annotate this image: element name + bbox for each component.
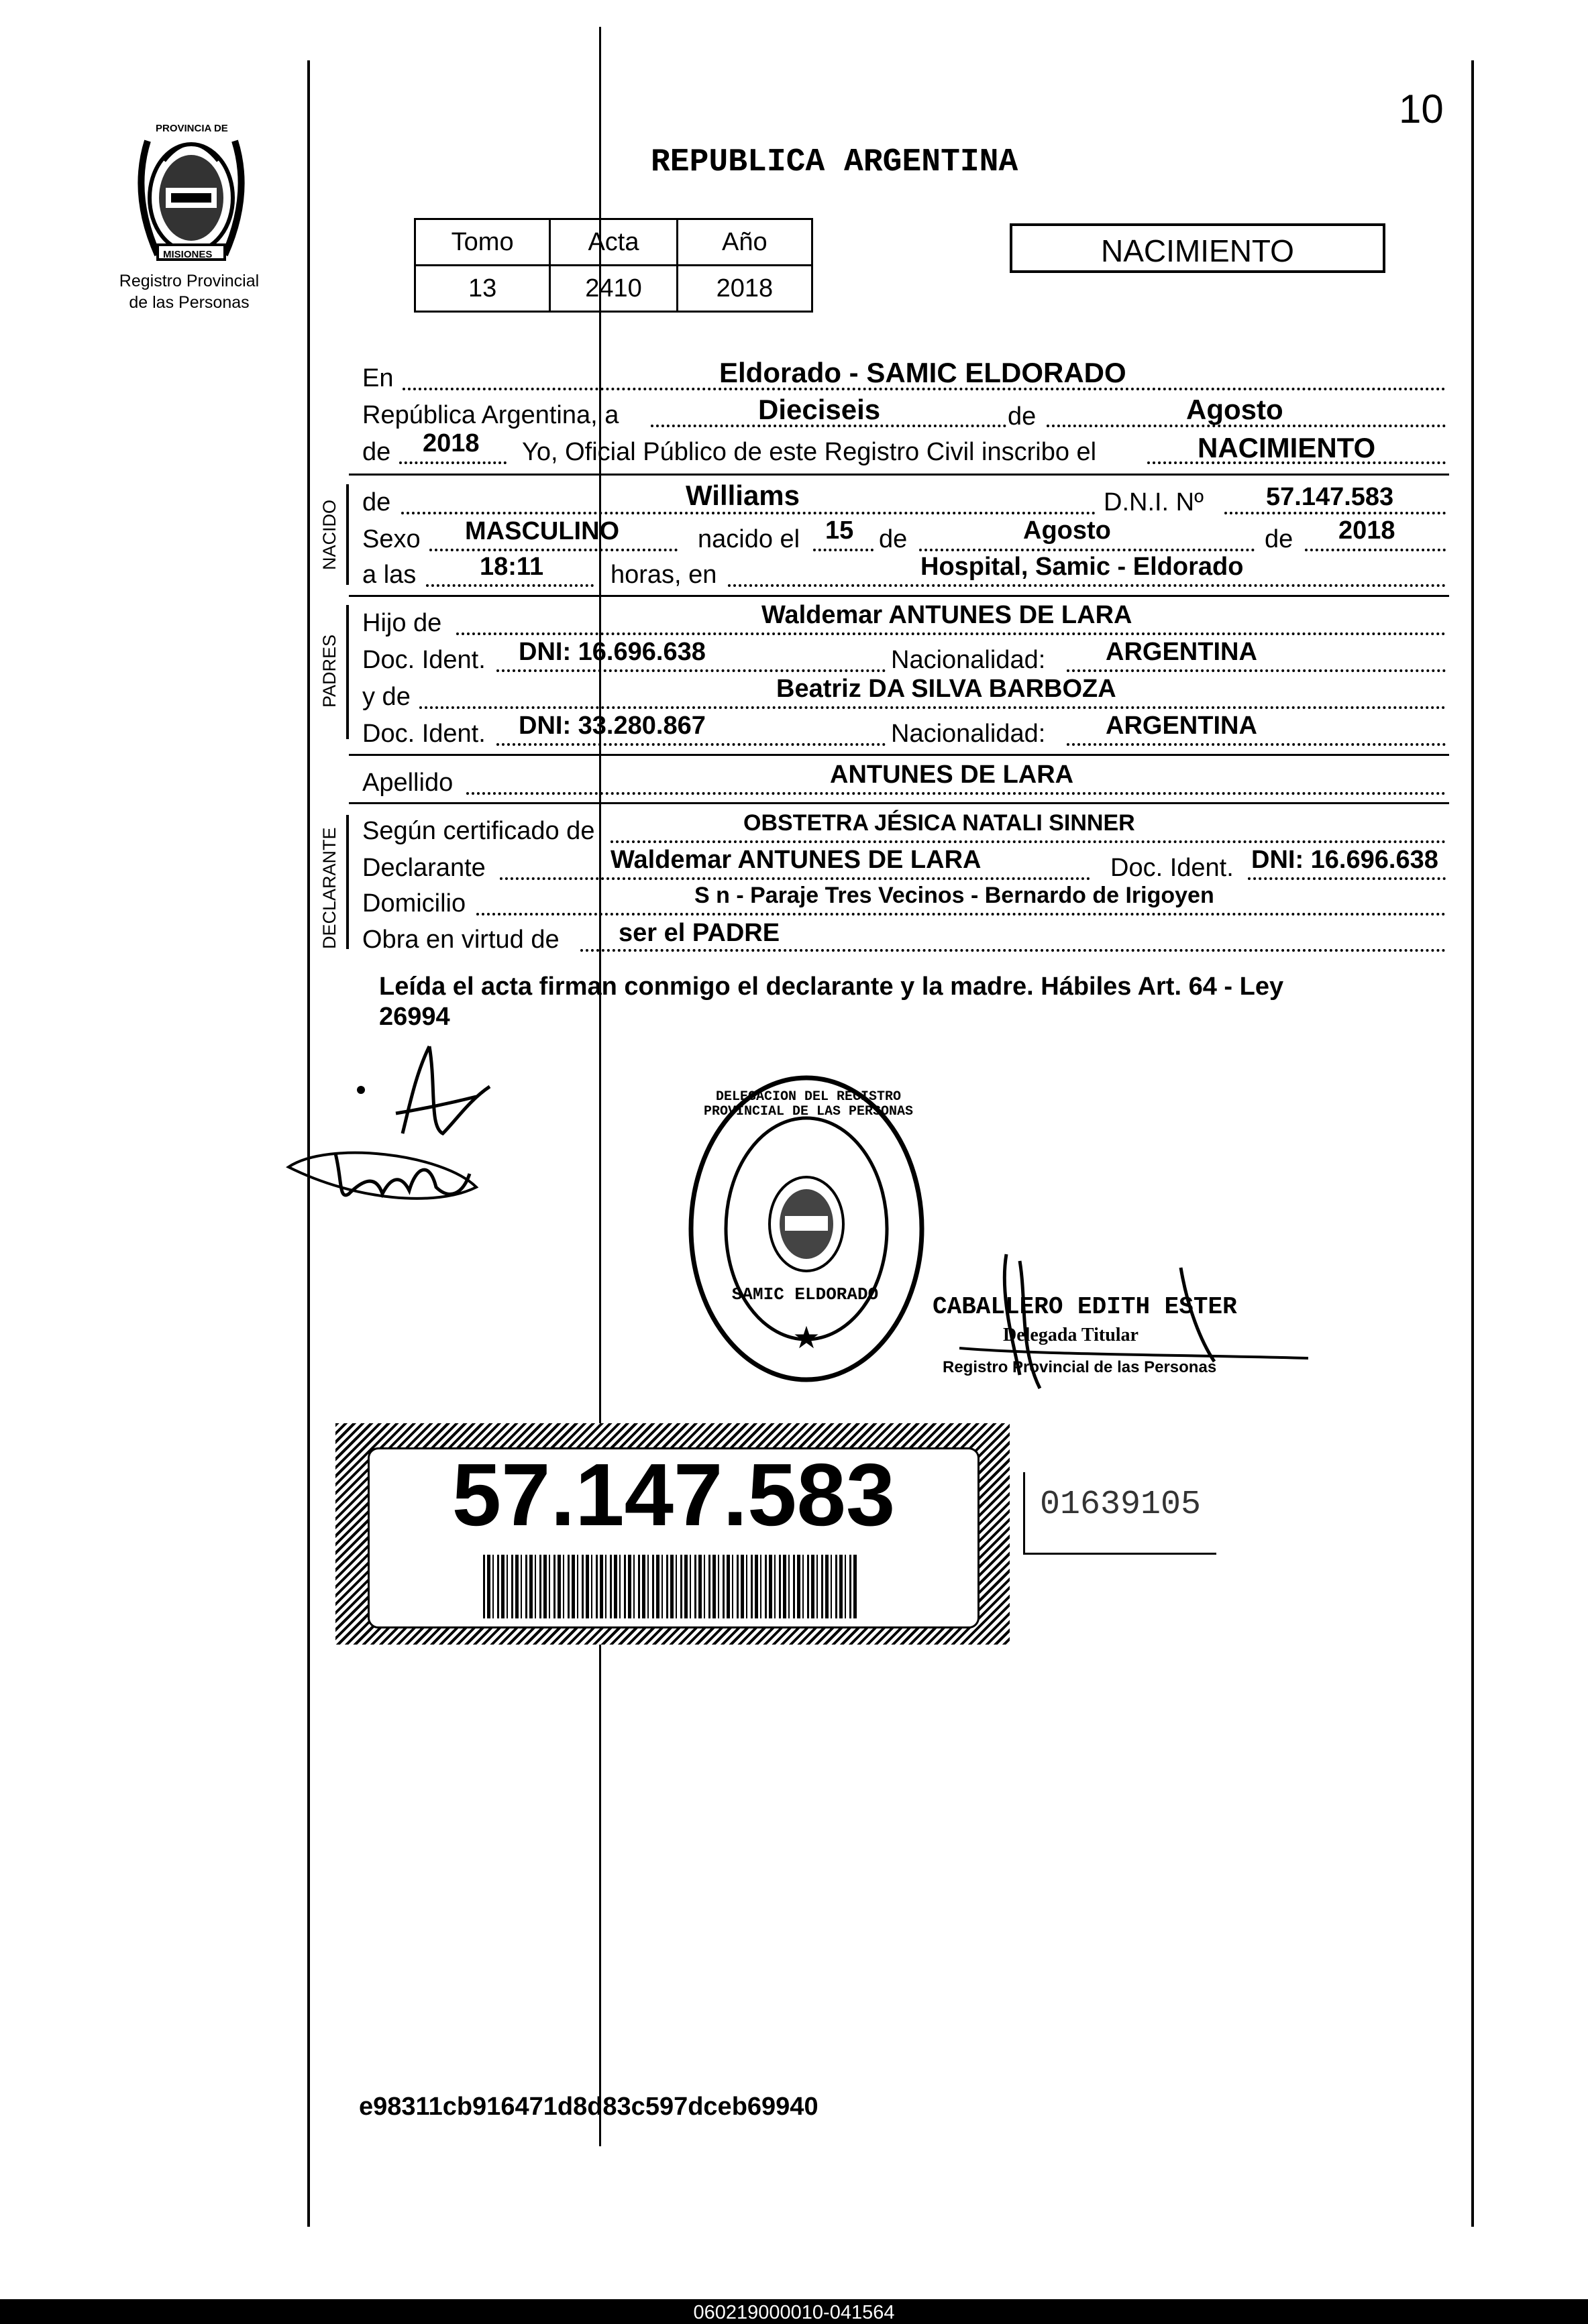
dots-mother-name [419, 706, 1446, 709]
dots-mother-nationality [1067, 743, 1446, 746]
father-doc: DNI: 16.696.638 [519, 638, 706, 666]
logo-text-bottom: MISIONES [163, 249, 213, 260]
country-title: REPUBLICA ARGENTINA [651, 144, 1018, 180]
declarante-name: Waldemar ANTUNES DE LARA [611, 846, 982, 874]
label-birth-de-month: de [879, 525, 908, 553]
dots-certificado [611, 840, 1446, 843]
logo-text-top: PROVINCIA DE [156, 123, 228, 134]
day-words: Dieciseis [758, 394, 881, 425]
act-type: NACIMIENTO [1198, 432, 1376, 463]
label-dni: D.N.I. Nº [1104, 488, 1204, 516]
dots-birth-day [813, 549, 874, 551]
section-label-nacido: NACIDO [319, 499, 339, 570]
birth-place: Hospital, Samic - Eldorado [920, 553, 1244, 581]
seal-inner-text: SAMIC ELDORADO [731, 1284, 879, 1305]
closing-line2: 26994 [379, 1003, 450, 1031]
record-table-header-acta: Acta [550, 219, 677, 266]
dots-sexo [429, 549, 678, 551]
label-father-nationality: Nacionalidad: [891, 646, 1046, 674]
official-name: CABALLERO EDITH ESTER [933, 1293, 1237, 1321]
serial-number: 01639105 [1040, 1486, 1202, 1524]
dots-mother-doc [496, 743, 886, 746]
section-label-declarante: DECLARANTE [319, 827, 339, 949]
record-table [414, 218, 813, 313]
child-dni: 57.147.583 [1266, 483, 1394, 511]
record-table-header-tomo: Tomo [415, 219, 550, 266]
svg-text:★: ★ [792, 1320, 821, 1355]
dots-name [401, 512, 1096, 514]
label-y-de: y de [362, 683, 411, 711]
label-de-year: de [362, 438, 391, 466]
label-declarante: Declarante [362, 854, 486, 882]
obra: ser el PADRE [619, 919, 780, 947]
birth-day: 15 [825, 516, 854, 545]
label-en: En [362, 364, 394, 392]
mother-doc: DNI: 33.280.867 [519, 712, 706, 740]
label-de-month: de [1008, 402, 1037, 431]
closing-line1: Leída el acta firman conmigo el declarante y la madre. Hábiles Art. 64 - Ley [379, 973, 1284, 1001]
record-table-ano: 2018 [677, 266, 812, 312]
dots-birth-place [728, 584, 1446, 587]
section-label-padres: PADRES [319, 634, 339, 708]
dots-father-name [456, 632, 1446, 635]
label-official: Yo, Oficial Público de este Registro Civil inscribo el [522, 438, 1097, 466]
label-sexo: Sexo [362, 525, 421, 553]
father-nationality: ARGENTINA [1106, 638, 1257, 666]
dots-obra [580, 949, 1446, 952]
record-table-header-ano: Año [677, 219, 812, 266]
bracket-nacido [346, 484, 349, 585]
right-margin-line [1471, 60, 1474, 2227]
divider-apellido [349, 802, 1449, 804]
bracket-declarante [346, 815, 349, 949]
birth-time: 18:11 [480, 553, 544, 581]
dots-year [399, 461, 507, 464]
document-hash: e98311cb916471d8d83c597dceb69940 [359, 2093, 818, 2121]
apellido-value: ANTUNES DE LARA [830, 761, 1074, 789]
seal-outer-text: DELEGACION DEL REGISTRO PROVINCIAL DE LAS PERSONAS [703, 1089, 914, 1119]
dots-father-doc [496, 669, 886, 672]
official-signature [906, 1241, 1308, 1402]
label-obra: Obra en virtud de [362, 926, 560, 954]
dni-label-number: 57.147.583 [452, 1445, 896, 1544]
label-nacido-de: de [362, 488, 391, 516]
child-name: Williams [686, 480, 800, 511]
label-nacido-el: nacido el [698, 525, 800, 553]
label-mother-nationality: Nacionalidad: [891, 720, 1046, 748]
label-hijo-de: Hijo de [362, 609, 442, 637]
certificado: OBSTETRA JÉSICA NATALI SINNER [743, 810, 1135, 836]
dni-label-barcode [483, 1555, 859, 1618]
label-birth-de-year: de [1265, 525, 1293, 553]
dots-father-nationality [1067, 669, 1446, 672]
birth-year: 2018 [1338, 516, 1395, 545]
registry-name-line1: Registro Provincial [119, 272, 260, 290]
divider-intro [349, 474, 1449, 476]
label-a-las: a las [362, 561, 417, 589]
dots-declarante-doc [1248, 877, 1446, 880]
declarante-doc: DNI: 16.696.638 [1251, 846, 1438, 874]
domicilio: S n - Paraje Tres Vecinos - Bernardo de Irigoyen [694, 883, 1214, 908]
label-apellido: Apellido [362, 769, 454, 797]
footer-barcode-text: 060219000010-041564 [693, 2302, 895, 2323]
birth-month: Agosto [1023, 516, 1111, 545]
bracket-padres [346, 605, 349, 739]
label-republica: República Argentina, a [362, 401, 619, 429]
year: 2018 [423, 429, 480, 457]
mother-name: Beatriz DA SILVA BARBOZA [776, 675, 1116, 703]
label-mother-doc: Doc. Ident. [362, 720, 486, 748]
divider-nacido [349, 595, 1449, 597]
record-table-acta: 2410 [550, 266, 677, 312]
dots-time [426, 584, 594, 587]
father-name: Waldemar ANTUNES DE LARA [761, 601, 1132, 629]
record-table-tomo: 13 [415, 266, 550, 312]
fold-line [599, 27, 601, 2146]
dots-dni [1224, 512, 1446, 514]
label-father-doc: Doc. Ident. [362, 646, 486, 674]
dots-birth-year [1305, 549, 1446, 551]
label-certificado: Según certificado de [362, 817, 595, 845]
dots-domicilio [476, 913, 1446, 916]
dots-birth-month [919, 549, 1255, 551]
month: Agosto [1186, 394, 1283, 425]
page-number: 10 [1399, 87, 1444, 131]
label-domicilio: Domicilio [362, 889, 466, 918]
place: Eldorado - SAMIC ELDORADO [719, 357, 1126, 388]
registry-name-line2: de las Personas [129, 293, 250, 312]
divider-padres [349, 754, 1449, 756]
sexo: MASCULINO [465, 517, 620, 545]
mother-nationality: ARGENTINA [1106, 712, 1257, 740]
record-type: NACIMIENTO [1101, 233, 1294, 268]
official-title: Delegada Titular [1003, 1325, 1139, 1345]
dots-apellido [466, 792, 1446, 795]
label-declarante-doc: Doc. Ident. [1110, 854, 1234, 882]
official-org: Registro Provincial de las Personas [943, 1358, 1217, 1376]
label-horas-en: horas, en [611, 561, 717, 589]
signature-declarante [275, 1033, 557, 1234]
dots-declarante-name [500, 877, 1090, 880]
